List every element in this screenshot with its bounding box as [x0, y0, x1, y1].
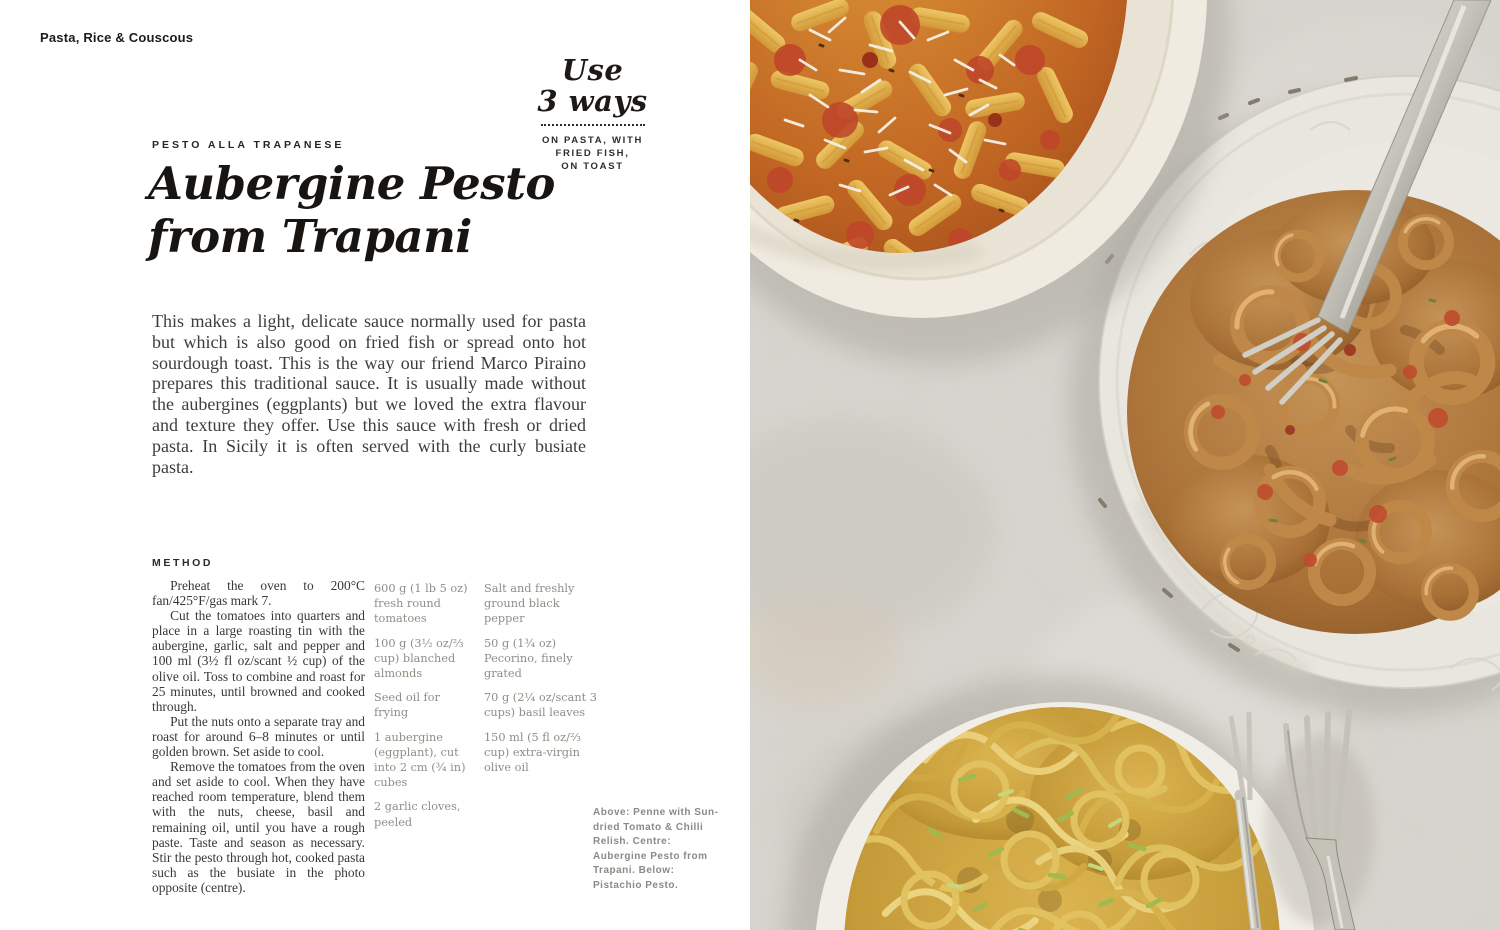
ingredients-column-2 — [484, 581, 598, 784]
photo-caption: Above: Penne with Sun-dried Tomato & Chilli Relish. Centre: Aubergine Pesto from Trapani. Below: Pistachio Pesto. — [593, 807, 719, 891]
page-title — [148, 157, 555, 263]
ingredients-column-1 — [374, 581, 476, 839]
ingredient-item: 50 g (1¾ oz) Pecorino, finely grated — [484, 636, 573, 681]
method-text — [152, 578, 365, 895]
dotted-divider — [541, 124, 645, 126]
method-paragraph: Preheat the oven to 200°C fan/425°F/gas mark 7. — [152, 578, 365, 609]
ingredient-item: Salt and freshly ground black pepper — [484, 582, 575, 626]
recipe-intro: This makes a light, delicate sauce normally used for pasta but which is also good on fried fish or spread onto hot sourdough toast. This is the way our friend Marco Piraino prepares this traditional sauce. It is usually made without the aubergines (eggplants) but we loved the extra flavour and texture they offer. Use this sauce with fresh or dried pasta. In Sicily it is often served with the curly busiate pasta. — [152, 311, 586, 477]
use-3-ways-sub1: ON PASTA, WITH — [541, 135, 644, 146]
ingredient-item: 2 garlic cloves, peeled — [374, 800, 461, 829]
ingredient-item: 1 aubergine (eggplant), cut into 2 cm (¾ in) cubes — [374, 730, 466, 790]
recipe-photo — [750, 0, 1500, 930]
ingredient-item: 150 ml (5 fl oz/⅔ cup) extra-virgin olive oil — [484, 730, 581, 775]
ingredient-item: 100 g (3½ oz/⅔ cup) blanched almonds — [374, 636, 464, 681]
page-title-line1: Aubergine Pesto — [148, 157, 555, 210]
use-3-ways-line1: Use — [561, 53, 624, 87]
photo-grain-overlay — [750, 0, 1500, 930]
page-title-line2: from Trapani — [148, 210, 472, 263]
use-3-ways-line2: 3 ways — [537, 84, 648, 118]
method-paragraph: Cut the tomatoes into quarters and place in a large roasting tin with the aubergine, garlic, salt and pepper and 100 ml (3½ fl oz/scant ½ cup) of the olive oil. Toss to combine and roast for 25 minutes, until browned and cooked through. — [152, 608, 365, 714]
use-3-ways-sub2: FRIED FISH, — [555, 148, 630, 159]
recipe-eyebrow: PESTO ALLA TRAPANESE — [152, 139, 345, 151]
use-3-ways-sub3: ON TOAST — [561, 161, 624, 172]
use-3-ways-callout — [500, 55, 685, 173]
recipe-photo-illustration — [750, 0, 1500, 930]
ingredient-item: 600 g (1 lb 5 oz) fresh round tomatoes — [374, 582, 468, 626]
method-paragraph: Remove the tomatoes from the oven and set aside to cool. When they have reached room temperature, blend them with the nuts, cheese, basil and remaining oil, until you have a rough paste. Taste and season as necessary. Stir the pesto through hot, cooked pasta such as the busiate in the photo opposite (centre). — [152, 759, 365, 895]
breadcrumb: Pasta, Rice & Couscous — [40, 30, 194, 45]
method-label: METHOD — [152, 557, 214, 569]
ingredient-item: Seed oil for frying — [374, 691, 440, 720]
method-paragraph: Put the nuts onto a separate tray and roast for around 6–8 minutes or until golden brown. Set aside to cool. — [152, 713, 365, 760]
ingredient-item: 70 g (2¼ oz/scant 3 cups) basil leaves — [484, 691, 597, 720]
